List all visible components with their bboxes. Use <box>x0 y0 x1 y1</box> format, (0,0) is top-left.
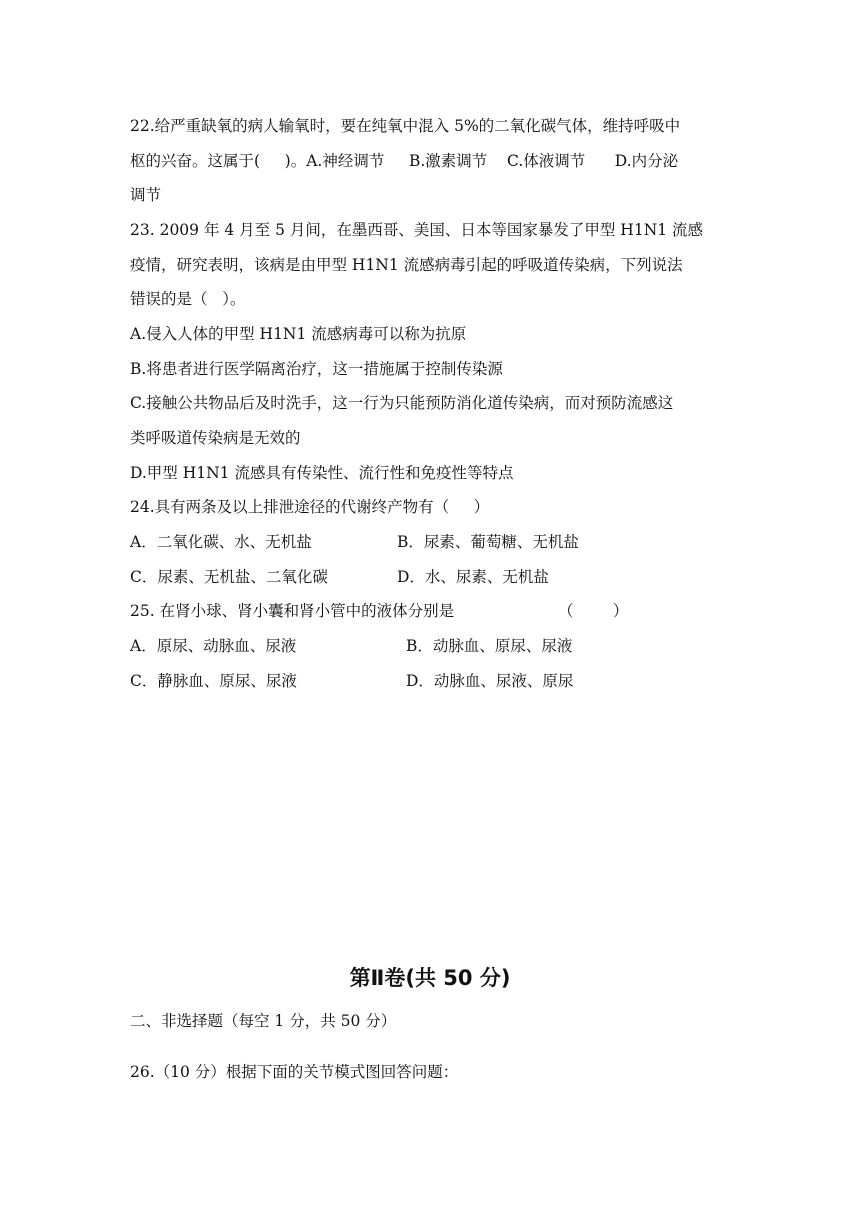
q26-stem: 26.（10 分）根据下面的关节模式图回答问题： <box>130 1063 459 1081</box>
part-2-title: 第Ⅱ卷(共 50 分) <box>349 966 511 990</box>
q24-option-d: D．水、尿素、无机盐 <box>397 568 549 586</box>
q23-option-c-line-2: 类呼吸道传染病是无效的 <box>130 429 301 447</box>
q25-answer-paren: （ ） <box>558 602 629 620</box>
q24-option-c: C．尿素、无机盐、二氧化碳 <box>130 568 328 586</box>
q23-line-2: 疫情，研究表明，该病是由甲型 H1N1 流感病毒引起的呼吸道传染病，下列说法 <box>130 256 683 274</box>
q25-option-b: B．动脉血、原尿、尿液 <box>406 637 573 655</box>
q22-line-3: 调节 <box>130 186 162 204</box>
q23-option-a: A.侵入人体的甲型 H1N1 流感病毒可以称为抗原 <box>130 325 467 343</box>
q23-line-1: 23. 2009 年 4 月至 5 月间，在墨西哥、美国、日本等国家暴发了甲型 H1N1 流感 <box>130 221 704 239</box>
q23-line-3: 错误的是（ ）。 <box>130 290 246 308</box>
q25-option-a: A．原尿、动脉血、尿液 <box>130 637 297 655</box>
q23-option-b: B.将患者进行医学隔离治疗，这一措施属于控制传染源 <box>130 360 503 378</box>
section-heading: 二、非选择题（每空 1 分，共 50 分） <box>130 1012 397 1030</box>
q24-stem: 24.具有两条及以上排泄途径的代谢终产物有（ ） <box>130 498 490 516</box>
q24-option-a: A．二氧化碳、水、无机盐 <box>130 533 312 551</box>
q23-option-d: D.甲型 H1N1 流感具有传染性、流行性和免疫性等特点 <box>130 464 514 482</box>
q25-option-c: C．静脉血、原尿、尿液 <box>130 672 297 690</box>
q24-option-b: B．尿素、葡萄糖、无机盐 <box>397 533 579 551</box>
q22-line-2: 枢的兴奋。这属于( )。A.神经调节 B.激素调节 C.体液调节 D.内分泌 <box>130 152 679 170</box>
q25-stem: 25. 在肾小球、肾小囊和肾小管中的液体分别是 <box>130 602 455 620</box>
q25-option-d: D．动脉血、尿液、原尿 <box>406 672 574 690</box>
q22-line-1: 22.给严重缺氧的病人输氧时，要在纯氧中混入 5%的二氧化碳气体，维持呼吸中 <box>130 117 681 135</box>
q23-option-c-line-1: C.接触公共物品后及时洗手，这一行为只能预防消化道传染病，而对预防流感这 <box>130 394 674 412</box>
